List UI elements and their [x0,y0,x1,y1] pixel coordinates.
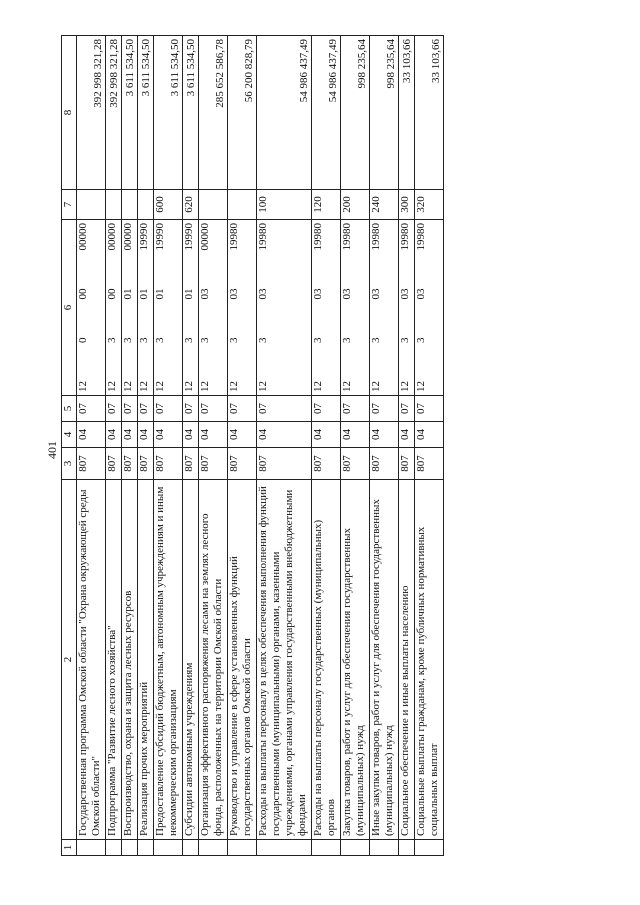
page-number: 401 [45,441,59,459]
row-index-cell [154,840,183,856]
code-cell-5: 07 [257,396,312,422]
target-article-part: 00000 [77,223,89,251]
code-cell-5: 07 [183,396,199,422]
header-cell: 4 [62,422,77,448]
row-index-cell [138,840,154,856]
amount-cell: 998 235,64 [370,36,399,190]
row-index-cell [257,840,312,856]
amount-cell: 54 986 437,49 [312,36,341,190]
code-cell-3: 807 [228,448,257,480]
header-cell: 6 [62,220,77,396]
code-cell-5: 07 [122,396,138,422]
code-cell-5: 07 [106,396,122,422]
expense-type-cell: 120 [312,190,341,220]
target-article-code [77,223,90,392]
target-article-code [312,223,325,392]
row-name-cell: Организация эффективного распоряжения лесами на землях лесного фонда, расположенных на территории Омской области [199,480,228,840]
target-article-part: 19990 [183,223,195,251]
table-row [183,36,199,856]
expense-type-cell: 600 [154,190,183,220]
header-cell: 7 [62,190,77,220]
table-row [341,36,370,856]
code-cell-3: 807 [370,448,399,480]
row-index-cell [415,840,444,856]
target-article-code [138,223,151,392]
row-name-cell: Реализация прочих мероприятий [138,480,154,840]
code-cell-5: 07 [138,396,154,422]
target-article-part: 01 [138,288,150,300]
target-article-part: 00 [77,288,89,300]
target-article-part: 3 [257,337,269,343]
target-article-cell [415,220,444,396]
target-article-part: 00000 [199,223,211,251]
row-index-cell [77,840,106,856]
header-cell: 5 [62,396,77,422]
expense-type-cell [199,190,228,220]
code-cell-5: 07 [370,396,399,422]
target-article-code [183,223,196,392]
code-cell-3: 807 [77,448,106,480]
row-name-cell: Руководство и управление в сфере установленных функций государственных органов Омской области [228,480,257,840]
code-cell-4: 04 [341,422,370,448]
code-cell-5: 07 [399,396,415,422]
target-article-part: 03 [370,288,382,300]
target-article-code [341,223,354,392]
table-row [122,36,138,856]
target-article-part: 01 [183,288,195,300]
target-article-part: 12 [154,381,166,392]
code-cell-4: 04 [183,422,199,448]
row-index-cell [370,840,399,856]
header-cell: 1 [62,840,77,856]
code-cell-4: 04 [370,422,399,448]
code-cell-5: 07 [228,396,257,422]
target-article-cell [399,220,415,396]
target-article-code [106,223,119,392]
target-article-part: 01 [122,288,134,300]
target-article-code [399,223,412,392]
code-cell-4: 04 [399,422,415,448]
target-article-part: 19980 [257,223,269,251]
code-cell-3: 807 [312,448,341,480]
target-article-part: 00 [106,288,118,300]
code-cell-4: 04 [415,422,444,448]
target-article-part: 12 [370,381,382,392]
target-article-part: 3 [312,337,324,343]
table-row [138,36,154,856]
expense-type-cell [106,190,122,220]
target-article-part: 12 [257,381,269,392]
target-article-part: 12 [138,381,150,392]
target-article-part: 03 [228,288,240,300]
target-article-part: 3 [370,337,382,343]
code-cell-4: 04 [312,422,341,448]
target-article-part: 00000 [106,223,118,251]
code-cell-4: 04 [138,422,154,448]
target-article-part: 3 [341,337,353,343]
target-article-part: 19980 [228,223,240,251]
code-cell-3: 807 [138,448,154,480]
amount-cell: 392 998 321,28 [106,36,122,190]
code-cell-4: 04 [228,422,257,448]
code-cell-3: 807 [154,448,183,480]
target-article-code [199,223,212,392]
expense-type-cell [77,190,106,220]
target-article-part: 0 [77,337,89,343]
target-article-cell [138,220,154,396]
code-cell-3: 807 [399,448,415,480]
amount-cell: 3 611 534,50 [154,36,183,190]
code-cell-4: 04 [154,422,183,448]
target-article-part: 3 [106,337,118,343]
table-body [77,36,444,856]
target-article-part: 19990 [154,223,166,251]
row-name-cell: Предоставление субсидий бюджетным, автономным учреждениям и иным некоммерческим организациям [154,480,183,840]
target-article-part: 3 [399,337,411,343]
target-article-part: 19980 [341,223,353,251]
row-name-cell: Подпрограмма "Развитие лесного хозяйства" [106,480,122,840]
row-index-cell [341,840,370,856]
row-name-cell: Закупка товаров, работ и услуг для обеспечения государственных (муниципальных) нужд [341,480,370,840]
target-article-part: 12 [341,381,353,392]
target-article-part: 3 [154,337,166,343]
code-cell-4: 04 [106,422,122,448]
target-article-code [370,223,383,392]
row-name-cell: Субсидии автономным учреждениям [183,480,199,840]
target-article-part: 19980 [415,223,427,251]
target-article-part: 12 [399,381,411,392]
table-row [370,36,399,856]
code-cell-3: 807 [122,448,138,480]
target-article-cell [122,220,138,396]
expense-type-cell: 200 [341,190,370,220]
code-cell-3: 807 [341,448,370,480]
target-article-part: 12 [199,381,211,392]
row-index-cell [312,840,341,856]
target-article-part: 3 [199,337,211,343]
table-row [106,36,122,856]
header-cell: 2 [62,480,77,840]
target-article-cell [106,220,122,396]
target-article-cell [183,220,199,396]
row-name-cell: Социальные выплаты гражданам, кроме публичных нормативных социальных выплат [415,480,444,840]
header-cell: 8 [62,36,77,190]
target-article-cell [370,220,399,396]
code-cell-3: 807 [183,448,199,480]
expense-type-cell [122,190,138,220]
amount-cell: 56 200 828,79 [228,36,257,190]
code-cell-5: 07 [341,396,370,422]
amount-cell: 33 103,66 [399,36,415,190]
expense-type-cell [138,190,154,220]
table-row [77,36,106,856]
target-article-code [415,223,428,392]
table-row [312,36,341,856]
expense-type-cell: 620 [183,190,199,220]
target-article-part: 19990 [138,223,150,251]
target-article-part: 00000 [122,223,134,251]
target-article-part: 03 [399,288,411,300]
code-cell-3: 807 [257,448,312,480]
target-article-part: 3 [138,337,150,343]
target-article-cell [228,220,257,396]
target-article-part: 19980 [370,223,382,251]
table-row [228,36,257,856]
target-article-part: 03 [341,288,353,300]
target-article-cell [341,220,370,396]
code-cell-4: 04 [257,422,312,448]
target-article-part: 3 [415,337,427,343]
target-article-part: 19980 [312,223,324,251]
code-cell-5: 07 [77,396,106,422]
target-article-cell [154,220,183,396]
target-article-part: 01 [154,288,166,300]
amount-cell: 3 611 534,50 [122,36,138,190]
target-article-part: 03 [312,288,324,300]
table-row [415,36,444,856]
code-cell-5: 07 [199,396,228,422]
row-index-cell [199,840,228,856]
header-cell: 3 [62,448,77,480]
target-article-cell [199,220,228,396]
target-article-code [228,223,241,392]
row-name-cell: Государственная программа Омской области "Охрана окружающей среды Омской области" [77,480,106,840]
target-article-part: 03 [199,288,211,300]
row-index-cell [183,840,199,856]
target-article-part: 12 [183,381,195,392]
amount-cell: 3 611 534,50 [138,36,154,190]
code-cell-4: 04 [122,422,138,448]
target-article-part: 12 [228,381,240,392]
code-cell-5: 07 [415,396,444,422]
amount-cell: 33 103,66 [415,36,444,190]
target-article-part: 3 [122,337,134,343]
row-name-cell: Иные закупки товаров, работ и услуг для обеспечения государственных (муниципальных) нужд [370,480,399,840]
code-cell-3: 807 [199,448,228,480]
row-name-cell: Расходы на выплаты персоналу государственных (муниципальных) органов [312,480,341,840]
code-cell-5: 07 [312,396,341,422]
amount-cell: 285 652 586,78 [199,36,228,190]
target-article-part: 12 [312,381,324,392]
amount-cell: 392 998 321,28 [77,36,106,190]
amount-cell: 3 611 534,50 [183,36,199,190]
target-article-part: 12 [415,381,427,392]
expense-type-cell [228,190,257,220]
row-index-cell [399,840,415,856]
header-row [62,36,77,856]
target-article-part: 12 [77,381,89,392]
target-article-part: 12 [106,381,118,392]
table-row [399,36,415,856]
target-article-part: 12 [122,381,134,392]
target-article-part: 03 [257,288,269,300]
rotated-page [61,36,621,856]
target-article-code [257,223,270,392]
row-index-cell [228,840,257,856]
row-name-cell: Расходы на выплаты персоналу в целях обеспечения выполнения функций государственными (муниципальными) органами, казенными учреждениями, органами управления государственными внебюджетными фондами [257,480,312,840]
code-cell-4: 04 [77,422,106,448]
code-cell-3: 807 [106,448,122,480]
expense-type-cell: 240 [370,190,399,220]
row-index-cell [106,840,122,856]
target-article-cell [312,220,341,396]
target-article-code [122,223,135,392]
table-row [257,36,312,856]
table-row [199,36,228,856]
row-name-cell: Социальное обеспечение и иные выплаты населению [399,480,415,840]
row-index-cell [122,840,138,856]
budget-table [61,35,444,856]
target-article-code [154,223,167,392]
target-article-cell [257,220,312,396]
target-article-cell [77,220,106,396]
code-cell-5: 07 [154,396,183,422]
target-article-part: 3 [183,337,195,343]
expense-type-cell: 100 [257,190,312,220]
row-name-cell: Воспроизводство, охрана и защита лесных ресурсов [122,480,138,840]
table-row [154,36,183,856]
target-article-part: 19980 [399,223,411,251]
code-cell-4: 04 [199,422,228,448]
target-article-part: 3 [228,337,240,343]
expense-type-cell: 320 [415,190,444,220]
code-cell-3: 807 [415,448,444,480]
target-article-part: 03 [415,288,427,300]
expense-type-cell: 300 [399,190,415,220]
amount-cell: 54 986 437,49 [257,36,312,190]
amount-cell: 998 235,64 [341,36,370,190]
